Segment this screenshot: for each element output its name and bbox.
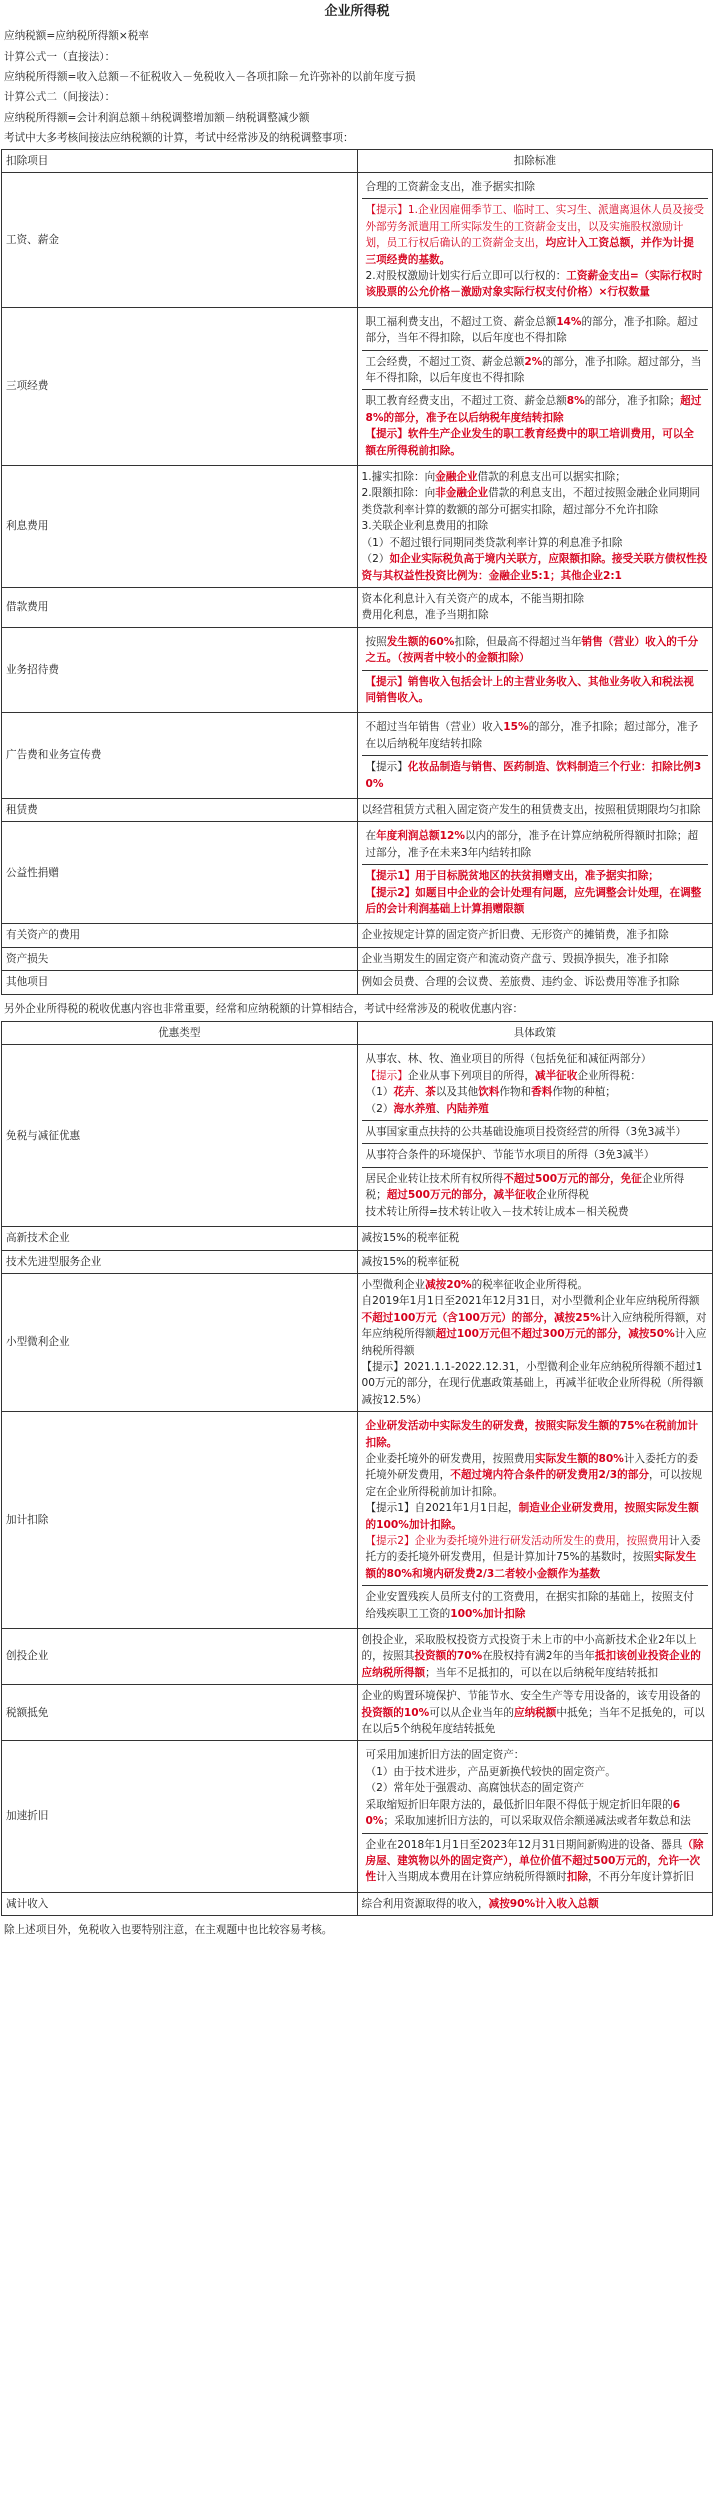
row-category: 其他项目 bbox=[2, 971, 358, 994]
table-row bbox=[2, 1045, 713, 1227]
row-content: 减按15%的税率征税 bbox=[357, 1227, 713, 1250]
table-row bbox=[2, 466, 713, 588]
text: 的部分，准予扣除； bbox=[584, 395, 681, 408]
section-note: 另外企业所得税的税收优惠内容也非常重要，经常和应纳税额的计算相结合，考试中经常涉及的税收优惠内容： bbox=[4, 1002, 524, 1015]
highlight-text: 【提示】销售收入包括会计上的主营业务收入、其他业务收入和税法视同销售收入。 bbox=[365, 675, 694, 704]
highlight-text: 超过100万元但不超过300万元的部分，减按50% bbox=[435, 1328, 675, 1341]
intro-line: 应纳税所得额=会计利润总额＋纳税调整增加额－纳税调整减少额 bbox=[4, 111, 310, 124]
table-header-row bbox=[2, 1022, 713, 1045]
footer-note: 除上述项目外，免税收入也要特别注意，在主观题中也比较容易考核。 bbox=[4, 1924, 333, 1937]
highlight-text: 减按90%计入收入总额 bbox=[488, 1897, 599, 1910]
table-row bbox=[2, 307, 713, 465]
text: 创投企业，采取股权投资方式投资于未上市的中小高新技术企业2年以上的，按照其 bbox=[361, 1634, 697, 1663]
text: 综合利用资源取得的收入， bbox=[361, 1897, 489, 1910]
highlight-text: 发生额的60% bbox=[386, 635, 455, 648]
highlight-text: 投资额的10% bbox=[361, 1706, 430, 1719]
row-content bbox=[357, 307, 713, 465]
table-row bbox=[2, 798, 713, 821]
text: 企业的购置环境保护、节能节水、安全生产等专用设备的，该专用设备的 bbox=[361, 1690, 701, 1703]
text: 采取缩短折旧年限方法的，最低折旧年限不得低于规定折旧年限的 bbox=[365, 1798, 673, 1811]
cell-block bbox=[362, 631, 709, 670]
text: 【提示1】自2021年1月1日起， bbox=[365, 1502, 519, 1515]
row-content: 例如会员费、合理的会议费、差旅费、违约金、诉讼费用等准予扣除 bbox=[357, 971, 713, 994]
cell-block bbox=[362, 864, 709, 920]
table-row bbox=[2, 1892, 713, 1915]
row-category: 减计收入 bbox=[2, 1892, 358, 1915]
cell-block: 从事符合条件的环境保护、节能节水项目的所得（3免3减半） bbox=[362, 1143, 709, 1166]
highlight-text: 工资薪金支出=（实际行权时该股票的公允价格－激励对象实际行权支付价格）×行权数量 bbox=[365, 270, 703, 299]
text: ；采取加速折旧方法的，可以采取双倍余额递减法或者年数总和法 bbox=[383, 1815, 691, 1828]
text: 可以从企业当年的 bbox=[429, 1706, 514, 1719]
header-type: 优惠类型 bbox=[2, 1022, 358, 1045]
text: 以及其他 bbox=[435, 1086, 479, 1099]
row-content bbox=[357, 1273, 713, 1411]
text: ，不再分年度计算折旧 bbox=[587, 1871, 694, 1884]
row-category: 高新技术企业 bbox=[2, 1227, 358, 1250]
cell-block bbox=[362, 311, 709, 350]
text: 在 bbox=[365, 830, 377, 843]
table-row bbox=[2, 1741, 713, 1892]
text: 自2019年1月1日至2021年12月31日，对小型微利企业年应纳税所得额 bbox=[361, 1295, 700, 1308]
text: 3.关联企业利息费用的扣除 bbox=[361, 520, 489, 533]
text: 【提示】1.企业因雇佣季节工、临时工、实习生、派遣离退休人员及接受外部劳务派遣用工所实际发生的工资薪金支出，以及实施股权激励计划，员工行权后确认的工资薪金支出， bbox=[365, 204, 705, 250]
table-row bbox=[2, 713, 713, 799]
row-category: 免税与减征优惠 bbox=[2, 1045, 358, 1227]
text: 按照 bbox=[365, 635, 387, 648]
text: 以内的部分，准予在计算应纳税所得额时扣除；超过部分，准予在未来3年内结转扣除 bbox=[365, 830, 699, 859]
text: 费用化利息，准予当期扣除 bbox=[361, 609, 489, 622]
highlight-text: 投资额的70% bbox=[414, 1650, 483, 1663]
table-row bbox=[2, 971, 713, 994]
text: 职工福利费支出，不超过工资、薪金总额 bbox=[365, 315, 557, 328]
highlight-text: 企业研发活动中实际发生的研发费，按照实际发生额的75%在税前加计扣除。 bbox=[365, 1420, 699, 1449]
highlight-text: （除房屋、建筑物以外的固定资产），单位价值不超过500万元的，允许一次性 bbox=[365, 1838, 704, 1884]
text: （1）由于技术进步，产品更新换代较快的固定资产。 bbox=[365, 1765, 616, 1778]
text: 扣除，但最高不得超过当年 bbox=[454, 635, 582, 648]
table-row bbox=[2, 627, 713, 713]
cell-block bbox=[362, 1415, 709, 1585]
row-category: 加计扣除 bbox=[2, 1412, 358, 1629]
highlight-text: 超过500万元的部分，减半征收 bbox=[386, 1189, 536, 1202]
table-row bbox=[2, 924, 713, 947]
highlight-text: 减按20% bbox=[425, 1278, 472, 1291]
text: 企业在2018年1月1日至2023年12月31日期间新购进的设备、器具 bbox=[365, 1838, 683, 1851]
text: 从事农、林、牧、渔业项目的所得（包括免征和减征两部分） bbox=[365, 1053, 652, 1066]
highlight-text: 内陆养殖 bbox=[446, 1102, 489, 1115]
text: 资本化利息计入有关资产的成本，不能当期扣除 bbox=[361, 592, 584, 605]
text: 不超过当年销售（营业）收入 bbox=[365, 721, 504, 734]
highlight-text: 【提示】软件生产企业发生的职工教育经费中的职工培训费用，可以全额在所得税前扣除。 bbox=[365, 428, 694, 457]
text: ；当年不足抵扣的，可以在以后纳税年度结转抵扣 bbox=[425, 1666, 659, 1679]
cell-block bbox=[362, 825, 709, 864]
highlight-text: 均应计入工资总额，并作为计提三项经费的基数。 bbox=[365, 237, 694, 266]
page-title: 企业所得税 bbox=[324, 4, 390, 19]
table-row bbox=[2, 587, 713, 627]
row-category: 资产损失 bbox=[2, 947, 358, 970]
table-row bbox=[2, 172, 713, 307]
row-content: 企业当期发生的固定资产和流动资产盘亏、毁损净损失，准予扣除 bbox=[357, 947, 713, 970]
text: 计入委托方的委托境外研发费用， bbox=[365, 1452, 699, 1482]
row-content bbox=[357, 1685, 713, 1741]
row-content bbox=[357, 1412, 713, 1629]
table-row bbox=[2, 947, 713, 970]
cell-block bbox=[362, 198, 709, 303]
cell-block bbox=[362, 1744, 709, 1832]
highlight-text: 茶 bbox=[425, 1086, 436, 1099]
deduction-table bbox=[1, 149, 713, 995]
table-row bbox=[2, 1250, 713, 1273]
highlight-text: 【提示2】如题目中企业的会计处理有问题，应先调整会计处理，在调整后的会计利润基础上计算捐赠限额 bbox=[365, 886, 702, 916]
table-row bbox=[2, 822, 713, 924]
text: 技术转让所得=技术转让收入－技术转让成本－相关税费 bbox=[365, 1205, 629, 1218]
text: 企业所得税 bbox=[535, 1189, 589, 1202]
highlight-text: 饮料 bbox=[478, 1086, 500, 1099]
row-content bbox=[357, 587, 713, 627]
cell-block bbox=[362, 1048, 709, 1120]
text: 【提示】 bbox=[365, 1069, 408, 1082]
row-category: 技术先进型服务企业 bbox=[2, 1250, 358, 1273]
text: 、 bbox=[414, 1086, 426, 1099]
row-category: 工资、薪金 bbox=[2, 172, 358, 307]
highlight-text: 2% bbox=[524, 355, 543, 368]
cell-block bbox=[362, 716, 709, 755]
text: 、 bbox=[435, 1102, 447, 1115]
intro-line: 应纳税额=应纳税所得额×税率 bbox=[4, 30, 149, 43]
row-category: 广告费和业务宣传费 bbox=[2, 713, 358, 799]
table-row bbox=[2, 1227, 713, 1250]
cell-block bbox=[362, 1167, 709, 1223]
text: 计入应纳税所得额 bbox=[361, 1328, 707, 1357]
highlight-text: 制造业企业研发费用，按照实际发生额的100%加计扣除。 bbox=[365, 1502, 699, 1531]
text: 企业所得税； bbox=[365, 1172, 685, 1202]
highlight-text: 金融企业 bbox=[435, 471, 478, 484]
highlight-text: 化妆品制造与销售、医药制造、饮料制造三个行业：扣除比例30% bbox=[365, 761, 702, 790]
text: 【提示2】企业为委托境外进行研发活动所发生的费用，按照费用 bbox=[365, 1535, 669, 1548]
table-header-row bbox=[2, 149, 713, 172]
intro-section bbox=[0, 26, 714, 148]
row-content: 减按15%的税率征税 bbox=[357, 1250, 713, 1273]
highlight-text: 不超过100万元（含100万元）的部分，减按25% bbox=[361, 1311, 601, 1324]
text: 企业委托境外的研发费用，按照费用 bbox=[365, 1452, 535, 1465]
text: 计入委托方的委托境外研发费用，但是计算加计75%的基数时，按照 bbox=[365, 1535, 701, 1564]
row-content bbox=[357, 713, 713, 799]
row-category: 业务招待费 bbox=[2, 627, 358, 713]
text: 企业所得税： bbox=[577, 1069, 641, 1082]
text: 作物的种植； bbox=[552, 1086, 616, 1099]
table-row bbox=[2, 1273, 713, 1411]
cell-block bbox=[362, 755, 709, 795]
row-category: 小型微利企业 bbox=[2, 1273, 358, 1411]
cell-block: 从事国家重点扶持的公共基础设施项目投资经营的所得（3免3减半） bbox=[362, 1120, 709, 1143]
highlight-text: 销售（营业）收入的千分之五。（按两者中较小的金额扣除） bbox=[365, 635, 699, 665]
header-standard: 扣除标准 bbox=[357, 149, 713, 172]
row-content: 以经营租赁方式租入固定资产发生的租赁费支出，按照租赁期限均匀扣除 bbox=[357, 798, 713, 821]
cell-block bbox=[362, 1585, 709, 1625]
cell-block bbox=[362, 350, 709, 390]
text: ，可以按规定在企业所得税前加计扣除。 bbox=[365, 1469, 702, 1498]
row-content bbox=[357, 1892, 713, 1915]
text: 1.據实扣除：向 bbox=[361, 471, 436, 484]
row-category: 有关资产的费用 bbox=[2, 924, 358, 947]
intro-line: 计算公式二（间接法）： bbox=[4, 91, 116, 104]
highlight-text: 年度利润总额12% bbox=[376, 830, 466, 843]
text: 在股权持有满2年的当年 bbox=[482, 1650, 595, 1663]
highlight-text: 60% bbox=[365, 1798, 681, 1828]
text: 的部分，准予扣除；超过部分，准予在以后纳税年度结转扣除 bbox=[365, 721, 699, 750]
highlight-text: 超过8%的部分，准予在以后纳税年度结转扣除 bbox=[365, 395, 702, 424]
cell-block bbox=[362, 1833, 709, 1889]
table-row bbox=[2, 1412, 713, 1629]
text: 中抵免；当年不足抵免的，可以在以后5个纳税年度结转抵免 bbox=[361, 1706, 705, 1736]
row-category: 借款费用 bbox=[2, 587, 358, 627]
highlight-text: 实际发生额的80%和境内研发费2/3二者较小金额作为基数 bbox=[365, 1551, 697, 1580]
text: 借款的利息支出可以据实扣除； bbox=[477, 471, 626, 484]
row-category: 租赁费 bbox=[2, 798, 358, 821]
text: 职工教育经费支出，不超过工资、薪金总额 bbox=[365, 395, 567, 408]
row-content: 企业按规定计算的固定资产折旧费、无形资产的摊销费，准予扣除 bbox=[357, 924, 713, 947]
cell-block bbox=[362, 389, 709, 462]
text: 的税率征收企业所得税。 bbox=[471, 1278, 589, 1291]
row-content bbox=[357, 627, 713, 713]
highlight-text: 实际发生额的80% bbox=[535, 1452, 624, 1465]
intro-line: 应纳税所得额=收入总额－不征税收入－免税收入－各项扣除－允许弥补的以前年度亏损 bbox=[4, 70, 416, 83]
cell-block bbox=[362, 176, 709, 198]
row-category: 利息费用 bbox=[2, 466, 358, 588]
text: 计入当期成本费用在计算应纳税所得额时 bbox=[376, 1871, 567, 1884]
text: （2） bbox=[365, 1102, 394, 1115]
text: 2.限额扣除：向 bbox=[361, 487, 436, 500]
table-row bbox=[2, 1629, 713, 1685]
row-content bbox=[357, 1741, 713, 1892]
highlight-text: 香料 bbox=[531, 1086, 553, 1099]
text: 的部分，准予扣除。超过部分，当年不得扣除，以后年度也不得扣除 bbox=[365, 355, 702, 385]
highlight-text: 【提示1】用于目标脱贫地区的扶贫捐赠支出，准予据实扣除； bbox=[365, 870, 659, 883]
text: （2）常年处于强震动、高腐蚀状态的固定资产 bbox=[365, 1782, 585, 1795]
header-policy: 具体政策 bbox=[357, 1022, 713, 1045]
row-content bbox=[357, 466, 713, 588]
highlight-text: 应纳税额 bbox=[513, 1706, 557, 1719]
preference-table bbox=[1, 1021, 713, 1916]
highlight-text: 不超过境内符合条件的研发费用2/3的部分 bbox=[450, 1469, 649, 1482]
text: 【提示】2021.1.1-2022.12.31，小型微利企业年应纳税所得额不超过100万元的部分，在现行优惠政策基础上，再减半征收企业所得税（所得额减按12.5%） bbox=[361, 1360, 704, 1406]
highlight-text: 不超过500万元的部分，免征 bbox=[503, 1172, 642, 1185]
table-row bbox=[2, 1685, 713, 1741]
text: 企业安置残疾人员所支付的工资费用，在据实扣除的基础上，按照支付给残疾职工工资的 bbox=[365, 1591, 694, 1620]
highlight-text: 如企业实际税负高于境内关联方，应限额扣除。接受关联方债权性投资与其权益性投资比例为：金融企业5:1；其他企业2:1 bbox=[361, 553, 708, 582]
highlight-text: 减半征收 bbox=[535, 1069, 578, 1082]
cell-block bbox=[362, 670, 709, 710]
text: 企业从事下列项目的所得， bbox=[407, 1069, 535, 1082]
row-content bbox=[357, 172, 713, 307]
highlight-text: 8% bbox=[566, 395, 585, 408]
text: 【提示】 bbox=[365, 761, 408, 774]
text: 可采用加速折旧方法的固定资产： bbox=[365, 1749, 525, 1762]
text: 工会经费，不超过工资、薪金总额 bbox=[365, 355, 525, 368]
highlight-text: 花卉 bbox=[393, 1086, 415, 1099]
highlight-text: 抵扣该创业投资企业的应纳税所得额 bbox=[361, 1650, 701, 1679]
text: （1） bbox=[365, 1086, 394, 1099]
row-category: 三项经费 bbox=[2, 307, 358, 465]
highlight-text: 扣除 bbox=[566, 1871, 588, 1884]
highlight-text: 14% bbox=[556, 315, 582, 328]
row-content bbox=[357, 822, 713, 924]
text: 借款的利息支出，不超过按照金融企业同期同类贷款利率计算的数额的部分可据实扣除，超过部分不允许扣除 bbox=[361, 487, 701, 516]
highlight-text: 非金融企业 bbox=[435, 487, 489, 500]
text: 居民企业转让技术所有权所得 bbox=[365, 1172, 504, 1185]
text: （2） bbox=[361, 553, 390, 566]
row-category: 公益性捐赠 bbox=[2, 822, 358, 924]
intro-line: 考试中大多考核间接法应纳税额的计算，考试中经常涉及的纳税调整事项： bbox=[4, 132, 354, 145]
text: 作物和 bbox=[499, 1086, 532, 1099]
intro-line: 计算公式一（直接法）： bbox=[4, 50, 116, 63]
text: 小型微利企业 bbox=[361, 1278, 426, 1291]
highlight-text: 15% bbox=[503, 721, 529, 734]
highlight-text: 100%加计扣除 bbox=[450, 1607, 526, 1620]
row-content bbox=[357, 1629, 713, 1685]
text: 合理的工资薪金支出，准予据实扣除 bbox=[365, 180, 535, 193]
header-item: 扣除项目 bbox=[2, 149, 358, 172]
row-category: 税额抵免 bbox=[2, 1685, 358, 1741]
row-content bbox=[357, 1045, 713, 1227]
row-category: 创投企业 bbox=[2, 1629, 358, 1685]
text: 的部分，准予扣除。超过部分，当年不得扣除，以后年度也不得扣除 bbox=[365, 315, 699, 345]
text: （1）不超过银行同期同类贷款利率计算的利息准予扣除 bbox=[361, 536, 623, 549]
text: 2.对股权激励计划实行后立即可以行权的： bbox=[365, 270, 567, 283]
row-category: 加速折旧 bbox=[2, 1741, 358, 1892]
text: 计入应纳税所得额，对年应纳税所得额 bbox=[361, 1311, 707, 1341]
highlight-text: 海水养殖 bbox=[393, 1102, 436, 1115]
